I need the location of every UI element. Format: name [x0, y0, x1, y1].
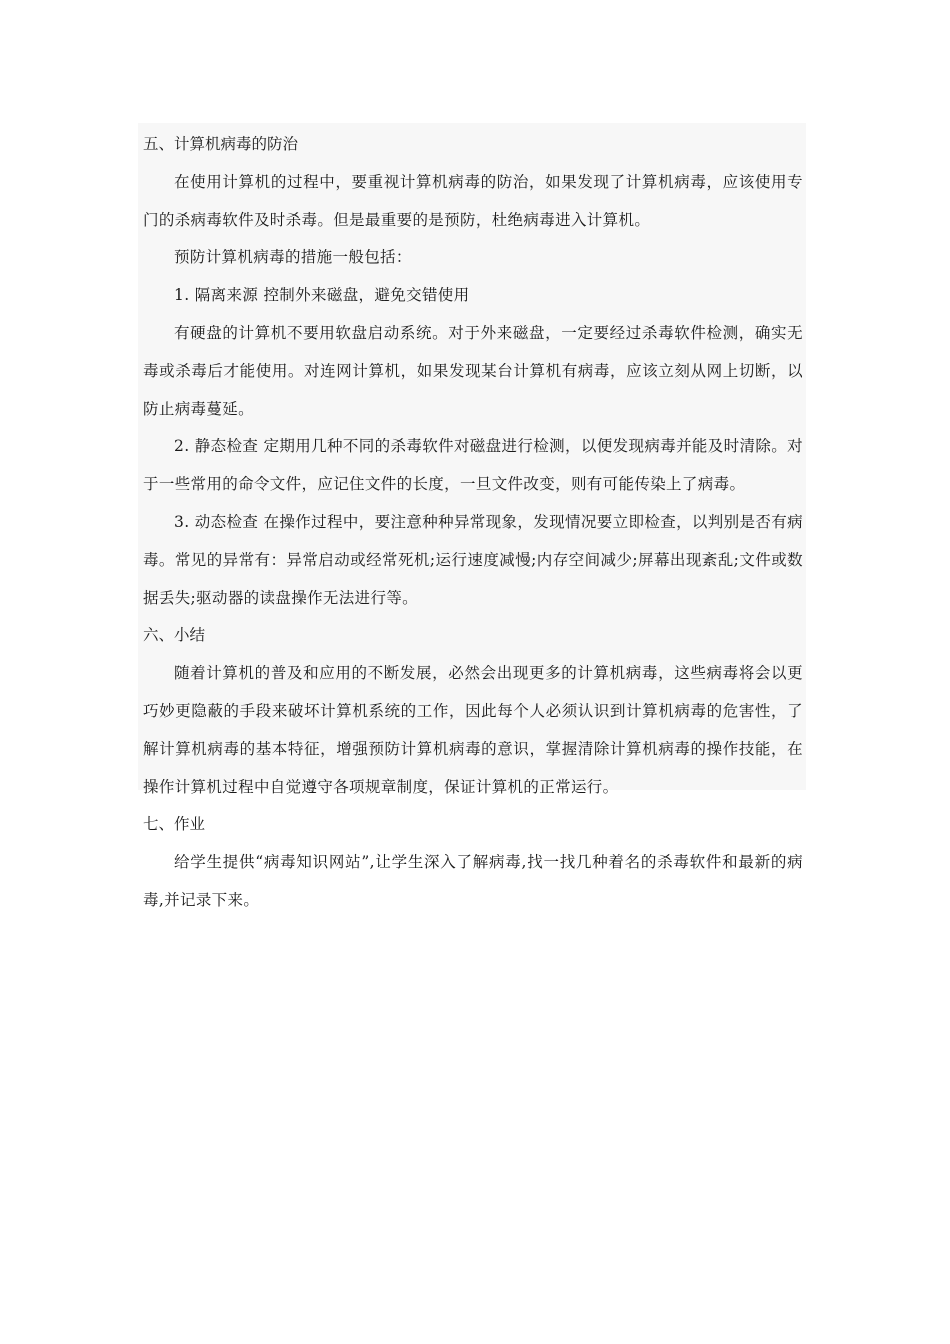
measure-1-body: 有硬盘的计算机不要用软盘启动系统。对于外来磁盘，一定要经过杀毒软件检测，确实无毒或杀毒后才能使用。对连网计算机，如果发现某台计算机有病毒，应该立刻从网上切断，以防止病毒蔓延。: [143, 323, 803, 418]
document-body: [143, 126, 803, 920]
measure-2-paragraph: 2. 静态检查 定期用几种不同的杀毒软件对磁盘进行检测，以便发现病毒并能及时清除。对于一些常用的命令文件，应记住文件的长度，一旦文件改变，则有可能传染上了病毒。: [143, 437, 803, 494]
measure-3-paragraph: 3. 动态检查 在操作过程中，要注意种种异常现象，发现情况要立即检查，以判别是否有病毒。常见的异常有：异常启动或经常死机;运行速度减慢;内存空间减少;屏幕出现紊乱;文件或数据丢失;驱动器的读盘操作无法进行等。: [143, 512, 803, 607]
measure-1-title: 1. 隔离来源 控制外来磁盘，避免交错使用: [174, 286, 470, 305]
section-heading-summary: 六、小结: [143, 626, 206, 645]
measures-intro-paragraph: 预防计算机病毒的措施一般包括：: [174, 248, 412, 267]
prevention-intro-paragraph: 在使用计算机的过程中，要重视计算机病毒的防治，如果发现了计算机病毒，应该使用专门的杀病毒软件及时杀毒。但是最重要的是预防，杜绝病毒进入计算机。: [143, 172, 803, 229]
summary-paragraph: 随着计算机的普及和应用的不断发展，必然会出现更多的计算机病毒，这些病毒将会以更巧妙更隐蔽的手段来破坏计算机系统的工作，因此每个人必须认识到计算机病毒的危害性，了解计算机病毒的基本特征，增强预防计算机病毒的意识，掌握清除计算机病毒的操作技能，在操作计算机过程中自觉遵守各项规章制度，保证计算机的正常运行。: [143, 664, 803, 796]
section-heading-prevention: 五、计算机病毒的防治: [143, 135, 299, 153]
section-heading-homework: 七、作业: [143, 815, 206, 834]
homework-paragraph: 给学生提供“病毒知识网站”,让学生深入了解病毒,找一找几种着名的杀毒软件和最新的病毒,并记录下来。: [143, 853, 803, 909]
